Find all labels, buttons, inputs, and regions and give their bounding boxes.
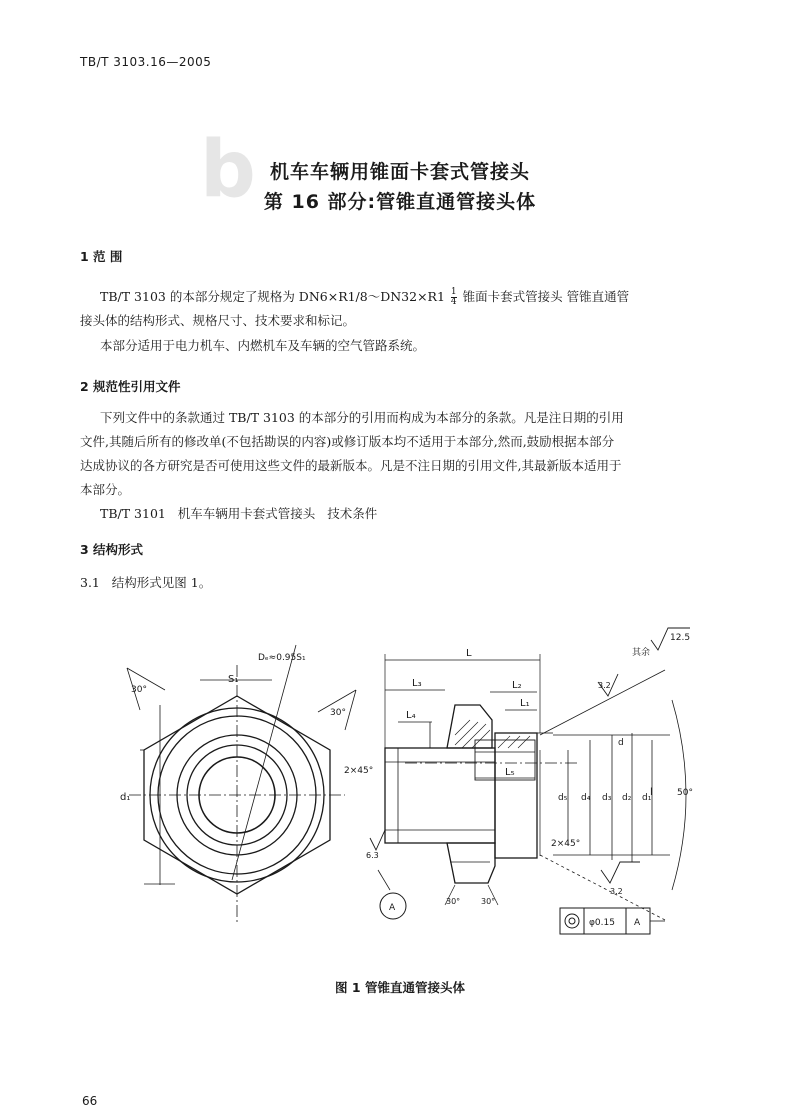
label-d2: d₂ xyxy=(622,793,632,803)
label-angle-30-bottom-right: 30° xyxy=(481,897,496,906)
label-L4: L₄ xyxy=(406,710,416,721)
section-2-para1-line4: 本部分。 xyxy=(80,482,131,497)
section-3-1-text: 3.1 结构形式见图 1。 xyxy=(80,575,212,590)
doc-title-line1: 机车车辆用锥面卡套式管接头 xyxy=(269,161,530,183)
label-angle-50: 50° xyxy=(677,788,693,798)
label-angle-30-left: 30° xyxy=(131,685,147,695)
label-chamfer-left: 2×45° xyxy=(344,766,374,776)
section-2-reference: TB/T 3101 机车车辆用卡套式管接头 技术条件 xyxy=(100,506,378,521)
label-d5: d₅ xyxy=(558,793,568,803)
label-angle-30-bottom-left: 30° xyxy=(446,897,461,906)
label-datum-a: A xyxy=(389,903,396,913)
label-L3: L₃ xyxy=(412,678,422,689)
label-d4: d₄ xyxy=(581,793,591,803)
doc-title-line2: 第 16 部分:管锥直通管接头体 xyxy=(263,191,537,213)
label-tolerance-datum: A xyxy=(634,918,641,928)
label-s1: S₁ xyxy=(228,674,239,685)
page-number: 66 xyxy=(82,1094,98,1108)
label-l: l xyxy=(650,787,653,798)
label-tolerance-value: φ0.15 xyxy=(589,918,615,928)
section-1-para1-line2: 接头体的结构形式、规格尺寸、技术要求和标记。 xyxy=(80,313,356,328)
section-3-heading: 3 结构形式 xyxy=(80,542,144,557)
label-rough-125: 12.5 xyxy=(670,633,691,643)
standard-code: TB/T 3103.16—2005 xyxy=(80,55,212,69)
hex-flange-bottom xyxy=(447,843,495,883)
watermark: b xyxy=(200,125,262,215)
section-1-para1-b: 锥面卡套式管接头 管锥直通管 xyxy=(462,289,630,304)
label-d1-upper: d₁ xyxy=(120,792,131,803)
section-1-para2: 本部分适用于电力机车、内燃机车及车辆的空气管路系统。 xyxy=(100,338,426,353)
label-rough-32-bottom: 3.2 xyxy=(610,887,623,896)
section-2-heading: 2 规范性引用文件 xyxy=(80,379,181,394)
section-1-para1-a: TB/T 3103 的本部分规定了规格为 DN6×R1/8～DN32×R1 xyxy=(100,289,445,304)
label-L: L xyxy=(466,648,472,659)
label-d: d xyxy=(618,738,624,748)
section-2-para1-line2: 文件,其随后所有的修改单(不包括勘误的内容)或修订版本均不适用于本部分,然而,鼓励根据本部分 xyxy=(80,434,615,449)
section-2-para1-line3: 达成协议的各方研究是否可使用这些文件的最新版本。凡是不注日期的引用文件,其最新版本适用于 xyxy=(80,458,622,473)
section-1-heading: 1 范 围 xyxy=(80,249,123,264)
hex-flange-top xyxy=(447,705,492,748)
label-d3: d₃ xyxy=(602,793,612,803)
label-L1: L₁ xyxy=(520,698,530,709)
label-rough-32-top: 3.2 xyxy=(598,681,611,690)
label-de-formula: Dₑ≈0.95S₁ xyxy=(258,653,306,663)
frac-den: 4 xyxy=(450,297,457,307)
label-chamfer-bottom: 2×45° xyxy=(551,839,581,849)
label-L2: L₂ xyxy=(512,680,522,691)
figure-caption: 图 1 管锥直通管接头体 xyxy=(335,980,465,995)
section-2-para1-line1: 下列文件中的条款通过 TB/T 3103 的本部分的引用而构成为本部分的条款。凡是注日期的引用 xyxy=(100,410,624,425)
label-angle-30-right: 30° xyxy=(330,708,346,718)
label-d1: d₁ xyxy=(642,793,652,803)
label-rough-rest: 其余 xyxy=(632,648,651,658)
label-L5: L₅ xyxy=(505,767,515,778)
label-rough-63: 6.3 xyxy=(366,851,379,860)
frac-num: 1 xyxy=(450,287,457,297)
